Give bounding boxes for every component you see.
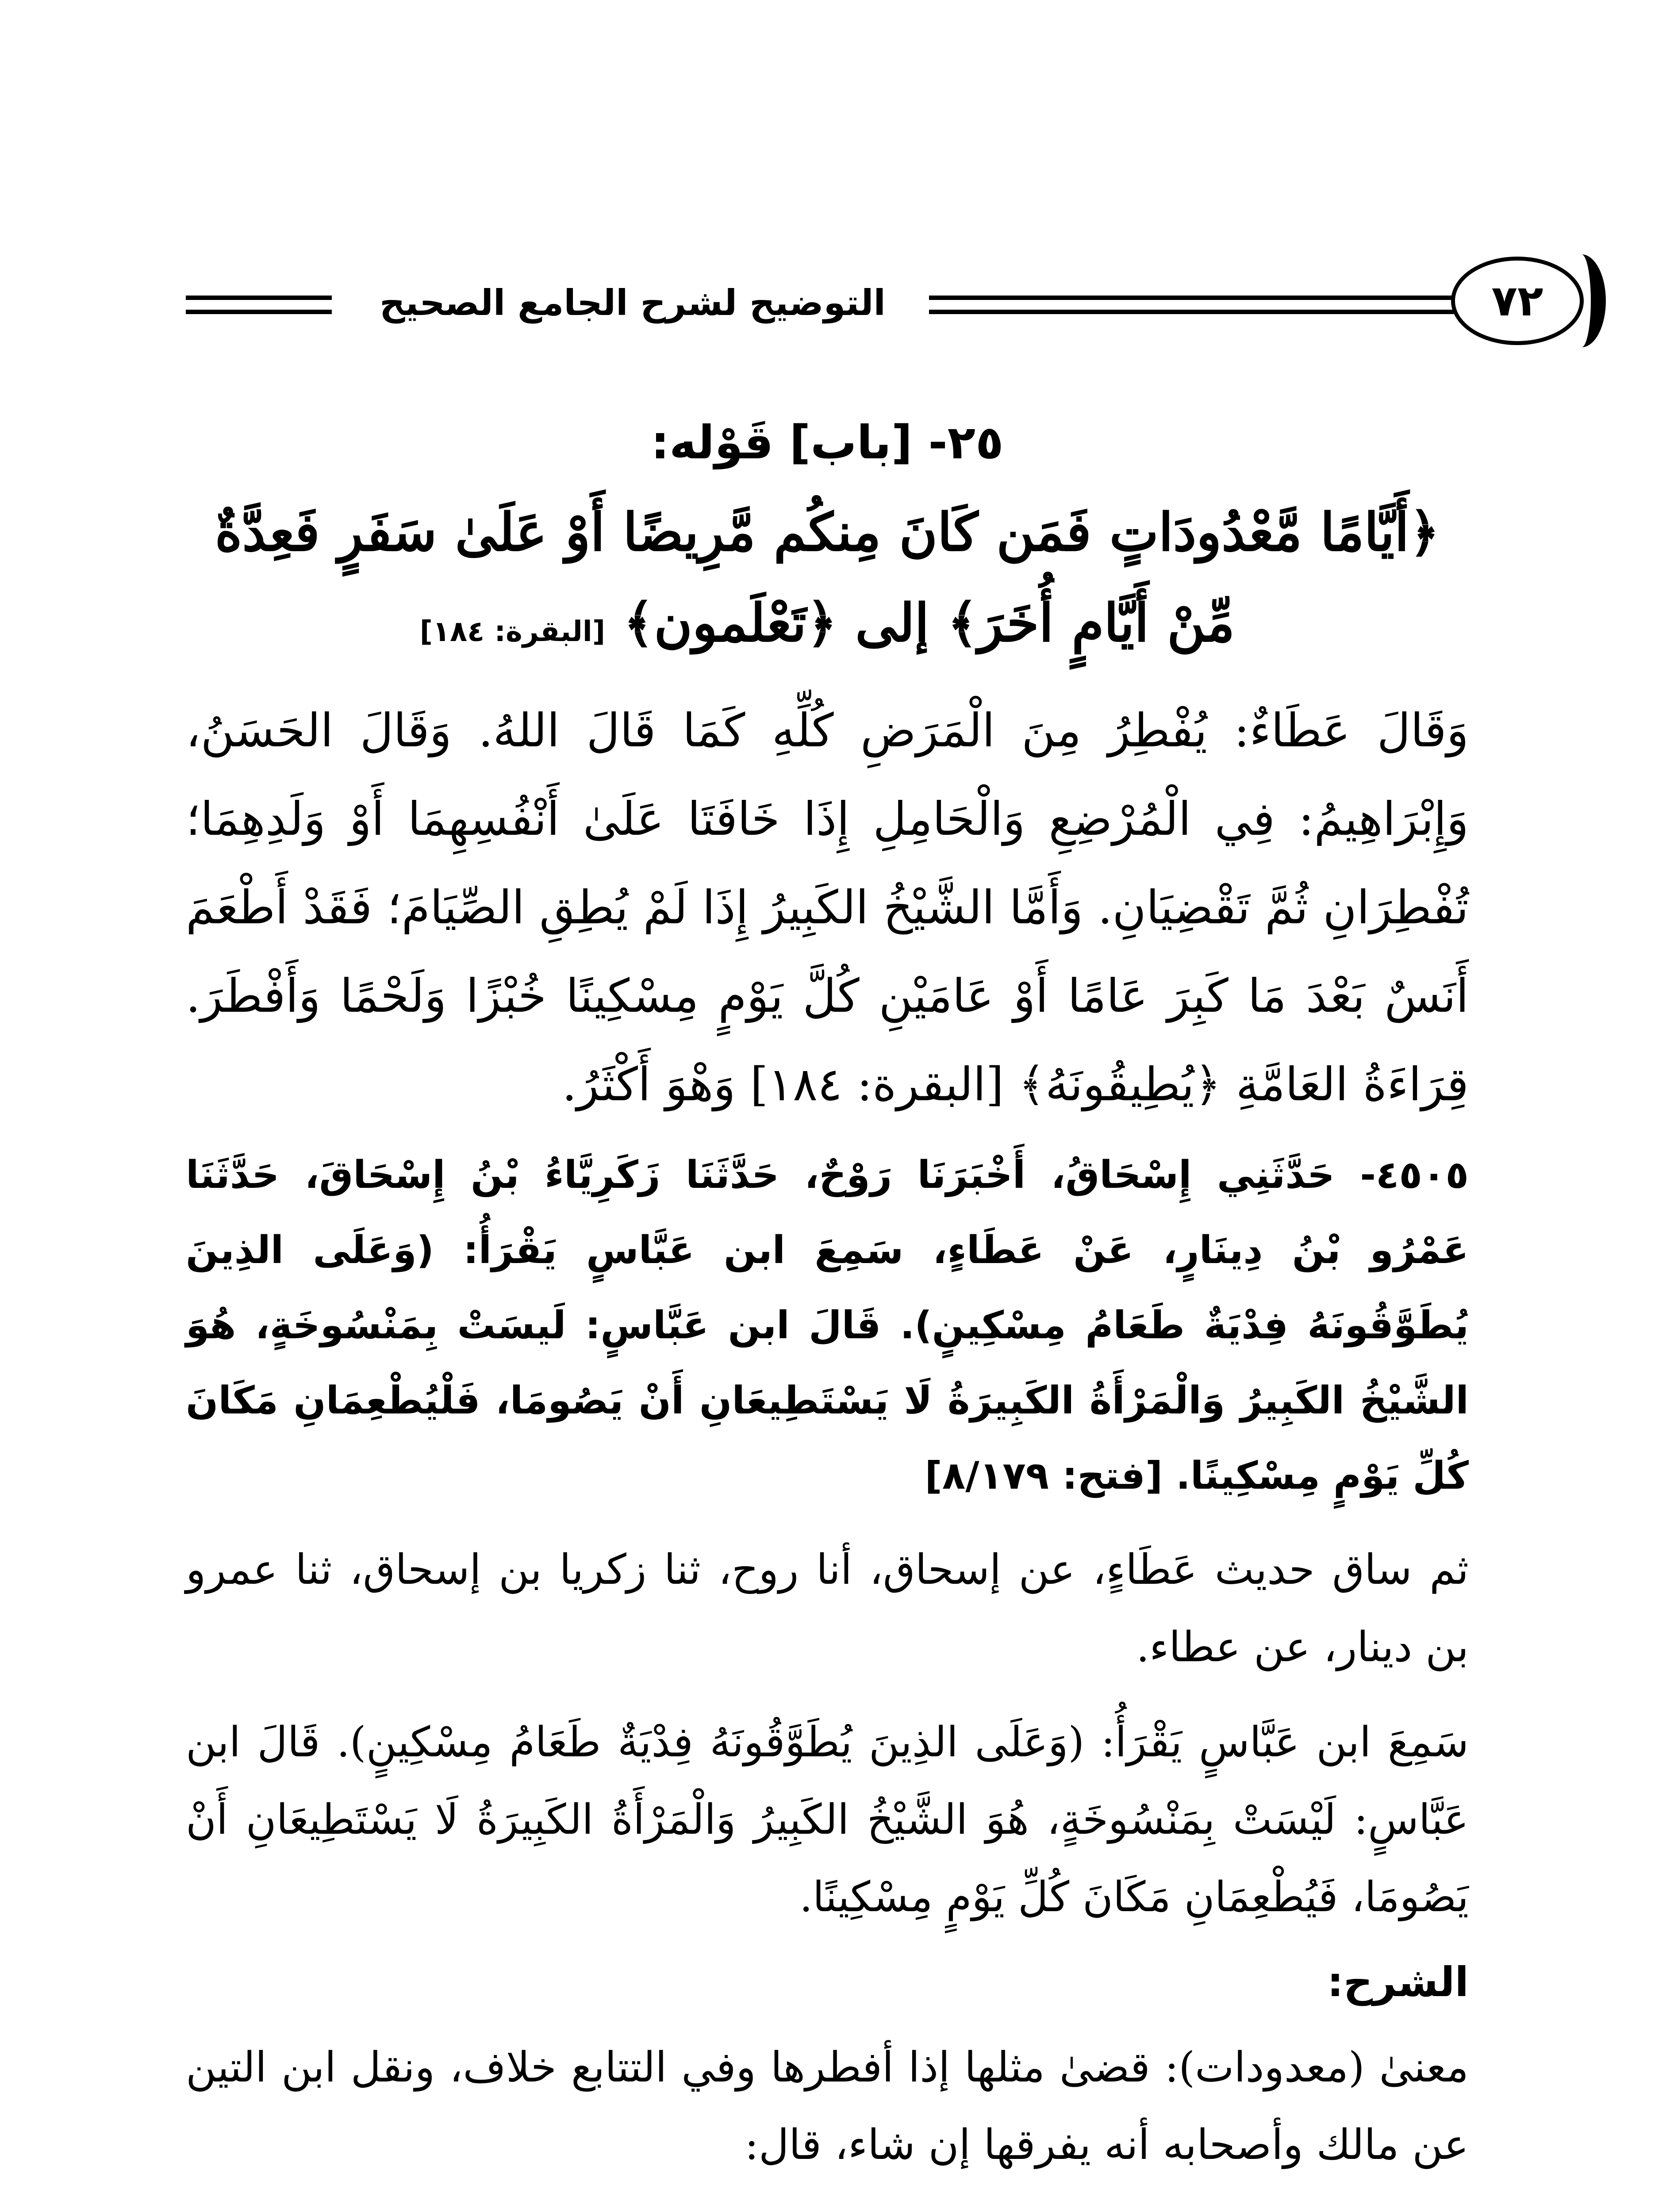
chapter-heading: ٢٥- [باب] قَوْله:	[651, 415, 1004, 469]
page-header	[177, 248, 1543, 354]
quote-paragraph: سَمِعَ ابن عَبَّاسٍ يَقْرَأُ: (وَعَلَى الذِينَ يُطَوَّقُونَهُ فِدْيَةٌ طَعَامُ مِسْكِينٍ). قَالَ ابن عَبَّاسٍ: لَيْسَتْ بِمَنْسُوخَةٍ، هُوَ الشَّيْخُ الكَبِيرُ وَالْمَرْأَةُ الكَبِيرَةُ لَا يَسْتَطِيعَانِ أَنْ يَصُومَا، فَيُطْعِمَانِ مَكَانَ كُلِّ يَوْمٍ مِسْكِينًا.	[186, 1718, 1469, 1921]
verse-reference: [البقرة: ١٨٤]	[419, 615, 606, 648]
page-number: ٧٢	[1491, 276, 1543, 326]
badge-ornament-icon	[1557, 254, 1606, 347]
hadith-text: ٤٥٠٥- حَدَّثَنِي إِسْحَاقُ، أَخْبَرَنَا رَوْحٌ، حَدَّثَنَا زَكَرِيَّاءُ بْنُ إِسْحَاقَ، حَدَّثَنَا عَمْرُو بْنُ دِينَارٍ، عَنْ عَطَاءٍ، سَمِعَ ابن عَبَّاسٍ يَقْرَأُ: (وَعَلَى الذِينَ يُطَوَّقُونَهُ فِدْيَةٌ طَعَامُ مِسْكِينٍ). قَالَ ابن عَبَّاسٍ: لَيسَتْ بِمَنْسُوخَةٍ، هُوَ الشَّيْخُ الكَبِيرُ وَالْمَرْأَةُ الكَبِيرَةُ لَا يَسْتَطِيعَانِ أَنْ يَصُومَا، فَلْيُطْعِمَانِ مَكَانَ كُلِّ يَوْمٍ مِسْكِينًا. [فتح: ٨/١٧٩]	[186, 1153, 1469, 1498]
header-rule	[186, 296, 332, 300]
running-title: التوضيح لشرح الجامع الصحيح	[380, 282, 886, 323]
quran-verse-line-2	[186, 577, 1469, 677]
explanation-text: معنىٰ (معدودات): قضىٰ مثلها إذا أفطرها وفي التتابع خلاف، ونقل ابن التين عن مالك وأصحابه أنه يفرقها إن شاء، قال:	[186, 2043, 1469, 2169]
header-rule	[929, 296, 1442, 300]
explanation-label: الشرح:	[1327, 1959, 1469, 2006]
commentary-paragraph: وَقَالَ عَطَاءٌ: يُفْطِرُ مِنَ الْمَرَضِ كُلِّهِ كَمَا قَالَ اللهُ. وَقَالَ الحَسَنُ، وَإِبْرَاهِيمُ: فِي الْمُرْضِعِ وَالْحَامِلِ إِذَا خَافَتَا عَلَىٰ أَنْفُسِهِمَا أَوْ وَلَدِهِمَا؛ تُفْطِرَانِ ثُمَّ تَقْضِيَانِ. وَأَمَّا الشَّيْخُ الكَبِيرُ إِذَا لَمْ يُطِقِ الصِّيَامَ؛ فَقَدْ أَطْعَمَ أَنَسٌ بَعْدَ مَا كَبِرَ عَامًا أَوْ عَامَيْنِ كُلَّ يَوْمٍ مِسْكِينًا خُبْزًا وَلَحْمًا وَأَفْطَرَ. قِرَاءَةُ العَامَّةِ ﴿يُطِيقُونَهُ﴾ [البقرة: ١٨٤] وَهْوَ أَكْثَرُ.	[186, 703, 1469, 1111]
header-rule	[929, 310, 1442, 314]
header-rule	[186, 310, 332, 314]
quran-verse-line-2-text: مِّنْ أَيَّامٍ أُخَرَ﴾ إلى ﴿تَعْلَمون﴾	[623, 592, 1235, 653]
quran-verse-line-1: ﴿أَيَّامًا مَّعْدُودَاتٍ فَمَن كَانَ مِنكُم مَّرِيضًا أَوْ عَلَىٰ سَفَرٍ فَعِدَّةٌ	[215, 501, 1440, 563]
isnad-paragraph: ثم ساق حديث عَطَاءٍ، عن إسحاق، أنا روح، ثنا زكريا بن إسحاق، ثنا عمرو بن دينار، عن عطاء.	[186, 1546, 1469, 1671]
page-content	[186, 398, 1469, 2184]
